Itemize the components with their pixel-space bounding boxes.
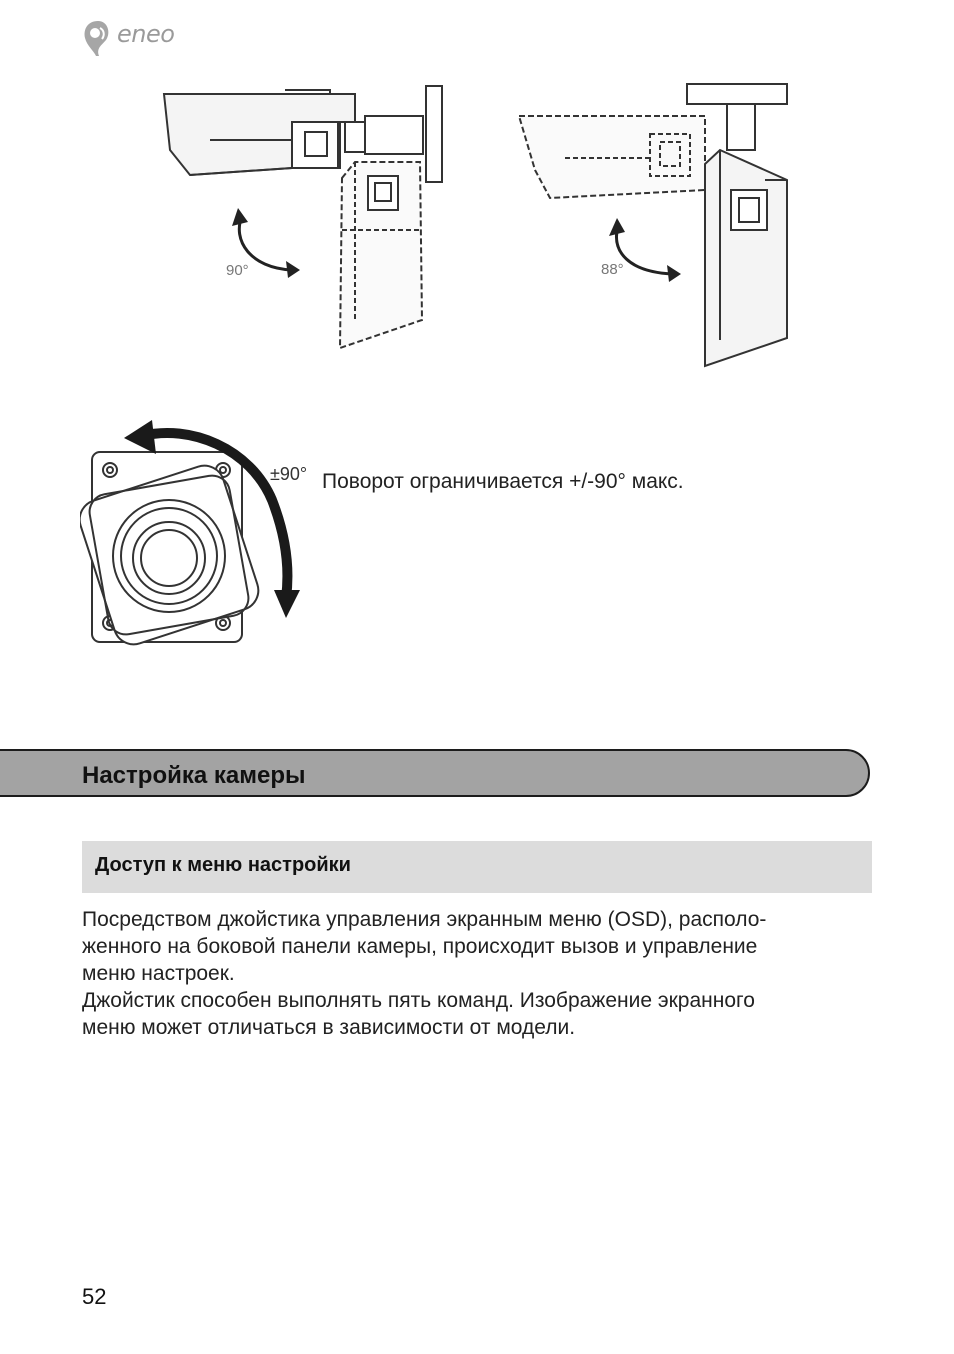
- paragraph-line: женного на боковой панели камеры, происходит вызов и управление: [82, 935, 758, 958]
- eneo-logo-icon: [80, 18, 116, 58]
- subsection-header: [82, 841, 872, 893]
- tilt-angle-label: 90°: [226, 262, 249, 279]
- camera-rotation-diagram: [80, 418, 325, 658]
- logo-text: eneo: [117, 20, 175, 48]
- camera-tilt-up-diagram: [505, 80, 805, 370]
- paragraph-line: меню может отличаться в зависимости от модели.: [82, 1016, 576, 1039]
- subsection-title: Доступ к меню настройки: [95, 854, 351, 876]
- rotation-caption: Поворот ограничивается +/-90° макс.: [322, 470, 684, 493]
- section-title: Настройка камеры: [82, 762, 306, 789]
- paragraph-line: Джойстик способен выполнять пять команд. Изображение экранного: [82, 989, 755, 1012]
- tilt-angle-label: 88°: [601, 261, 624, 278]
- brand-logo: [80, 18, 190, 58]
- camera-tilt-down-diagram: [150, 80, 460, 360]
- rotation-angle-label: ±90°: [270, 464, 308, 484]
- paragraph-line: Посредством джойстика управления экранным меню (OSD), располо-: [82, 908, 767, 931]
- paragraph-line: меню настроек.: [82, 962, 235, 985]
- page-number: 52: [82, 1284, 107, 1309]
- section-header: [0, 749, 870, 797]
- body-text: [82, 906, 872, 1041]
